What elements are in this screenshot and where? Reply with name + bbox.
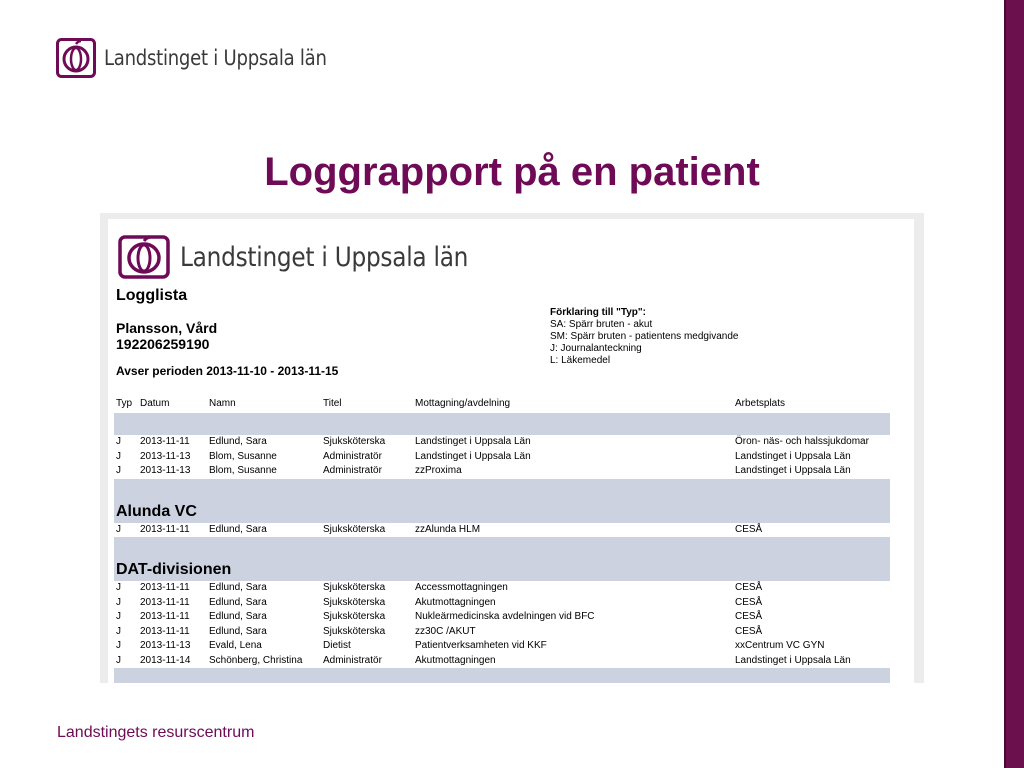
legend-item: J: Journalanteckning xyxy=(550,343,642,354)
cell-namn: Edlund, Sara xyxy=(209,436,267,447)
cell-datum: 2013-11-11 xyxy=(140,582,190,593)
cell-arbetsplats: Landstinget i Uppsala Län xyxy=(735,465,851,476)
cell-datum: 2013-11-13 xyxy=(140,465,191,476)
cell-datum: 2013-11-13 xyxy=(140,450,191,462)
cell-namn: Edlund, Sara xyxy=(209,611,267,622)
type-legend xyxy=(550,307,738,367)
table-row xyxy=(114,450,890,465)
cell-arbetsplats: Landstinget i Uppsala Län xyxy=(735,654,851,666)
cell-titel: Administratör xyxy=(323,465,382,476)
patient-info xyxy=(116,320,217,352)
cell-arbetsplats: CESÅ xyxy=(735,625,763,637)
right-accent-bar xyxy=(1004,0,1024,768)
table-row xyxy=(114,625,890,640)
cell-arbetsplats: CESÅ xyxy=(735,611,763,622)
table-header xyxy=(114,397,890,413)
cell-typ: J xyxy=(116,582,121,593)
cell-datum: 2013-11-11 xyxy=(140,611,190,622)
column-header-typ: Typ xyxy=(116,398,133,409)
table-row xyxy=(114,654,890,669)
cell-datum: 2013-11-14 xyxy=(140,654,191,666)
column-header-arbetsplats: Arbetsplats xyxy=(735,398,786,409)
cell-titel: Sjuksköterska xyxy=(323,582,386,593)
document-heading: Logglista xyxy=(116,287,188,304)
cell-namn: Blom, Susanne xyxy=(209,450,277,462)
patient-id: 192206259190 xyxy=(116,336,210,352)
cell-typ: J xyxy=(116,465,121,476)
cell-typ: J xyxy=(116,625,121,637)
cell-namn: Edlund, Sara xyxy=(209,523,267,535)
apple-logo-icon xyxy=(56,38,96,78)
cell-titel: Dietist xyxy=(323,640,351,651)
cell-mottagning: zz30C /AKUT xyxy=(415,625,476,637)
cell-mottagning: zzAlunda HLM xyxy=(415,523,481,535)
group-title: Alunda VC xyxy=(116,502,197,520)
cell-mottagning: Nukleärmedicinska avdelningen vid BFC xyxy=(415,611,595,622)
legend-item: SA: Spärr bruten - akut xyxy=(550,319,653,330)
cell-namn: Evald, Lena xyxy=(209,640,262,651)
cell-titel: Sjuksköterska xyxy=(323,596,386,608)
cell-titel: Sjuksköterska xyxy=(323,625,386,637)
cell-mottagning: Landstinget i Uppsala Län xyxy=(415,436,531,447)
log-report-screenshot xyxy=(100,213,924,683)
cell-arbetsplats: CESÅ xyxy=(735,596,763,608)
cell-datum: 2013-11-11 xyxy=(140,523,190,535)
cell-arbetsplats: CESÅ xyxy=(735,523,763,535)
apple-logo-icon xyxy=(118,235,170,279)
group-band xyxy=(114,537,890,581)
cell-mottagning: Patientverksamheten vid KKF xyxy=(415,640,547,651)
document-brand-name: Landstinget i Uppsala län xyxy=(180,241,469,273)
cell-mottagning: Accessmottagningen xyxy=(415,582,508,593)
legend-item: L: Läkemedel xyxy=(550,355,611,366)
cell-mottagning: Akutmottagningen xyxy=(415,596,496,608)
column-header-titel: Titel xyxy=(323,398,342,409)
cell-arbetsplats: xxCentrum VC GYN xyxy=(735,640,825,651)
column-header-namn: Namn xyxy=(209,398,236,409)
column-header-mottagning: Mottagning/avdelning xyxy=(415,398,511,409)
group-title: DAT-divisionen xyxy=(116,561,232,578)
cell-namn: Blom, Susanne xyxy=(209,465,277,476)
cell-titel: Administratör xyxy=(323,654,382,666)
table-row xyxy=(114,639,890,654)
cell-datum: 2013-11-11 xyxy=(140,436,190,447)
cell-arbetsplats: CESÅ xyxy=(735,582,763,593)
cell-mottagning: Landstinget i Uppsala Län xyxy=(415,450,531,462)
cell-arbetsplats: Landstinget i Uppsala Län xyxy=(735,450,851,462)
period-label: Avser perioden 2013-11-10 - 2013-11-15 xyxy=(116,364,339,378)
cell-namn: Edlund, Sara xyxy=(209,596,267,608)
cell-namn: Schönberg, Christina xyxy=(209,654,303,666)
cell-titel: Sjuksköterska xyxy=(323,611,386,622)
table-row xyxy=(114,435,890,450)
cell-typ: J xyxy=(116,596,121,608)
legend-title: Förklaring till "Typ": xyxy=(550,307,646,318)
table-row xyxy=(114,610,890,625)
cell-datum: 2013-11-11 xyxy=(140,596,190,608)
column-header-datum: Datum xyxy=(140,398,170,409)
table-row xyxy=(114,596,890,611)
group-band xyxy=(114,668,890,683)
group-band xyxy=(114,479,890,523)
cell-titel: Sjuksköterska xyxy=(323,436,386,447)
cell-typ: J xyxy=(116,436,121,447)
patient-name: Plansson, Vård xyxy=(116,320,218,336)
cell-namn: Edlund, Sara xyxy=(209,582,267,593)
group-band xyxy=(114,413,890,435)
cell-mottagning: Akutmottagningen xyxy=(415,654,496,666)
cell-namn: Edlund, Sara xyxy=(209,625,267,637)
cell-typ: J xyxy=(116,640,121,651)
header-brand xyxy=(56,38,363,78)
cell-typ: J xyxy=(116,450,121,462)
document-brand xyxy=(118,235,515,279)
cell-mottagning: zzProxima xyxy=(415,465,462,476)
legend-item: SM: Spärr bruten - patientens medgivande xyxy=(550,331,739,342)
cell-typ: J xyxy=(116,611,121,622)
slide-title: Loggrapport på en patient xyxy=(264,150,760,194)
table-row xyxy=(114,464,890,479)
cell-titel: Sjuksköterska xyxy=(323,523,386,535)
table-row xyxy=(114,523,890,538)
log-report-page xyxy=(108,219,914,683)
cell-datum: 2013-11-11 xyxy=(140,625,190,637)
cell-arbetsplats: Öron- näs- och halssjukdomar xyxy=(735,436,869,447)
brand-name: Landstinget i Uppsala län xyxy=(104,46,327,70)
table-row xyxy=(114,581,890,596)
slide-footer: Landstingets resurscentrum xyxy=(57,724,255,741)
cell-titel: Administratör xyxy=(323,450,382,462)
log-table xyxy=(114,397,890,683)
cell-typ: J xyxy=(116,654,121,666)
cell-typ: J xyxy=(116,523,121,535)
cell-datum: 2013-11-13 xyxy=(140,640,191,651)
